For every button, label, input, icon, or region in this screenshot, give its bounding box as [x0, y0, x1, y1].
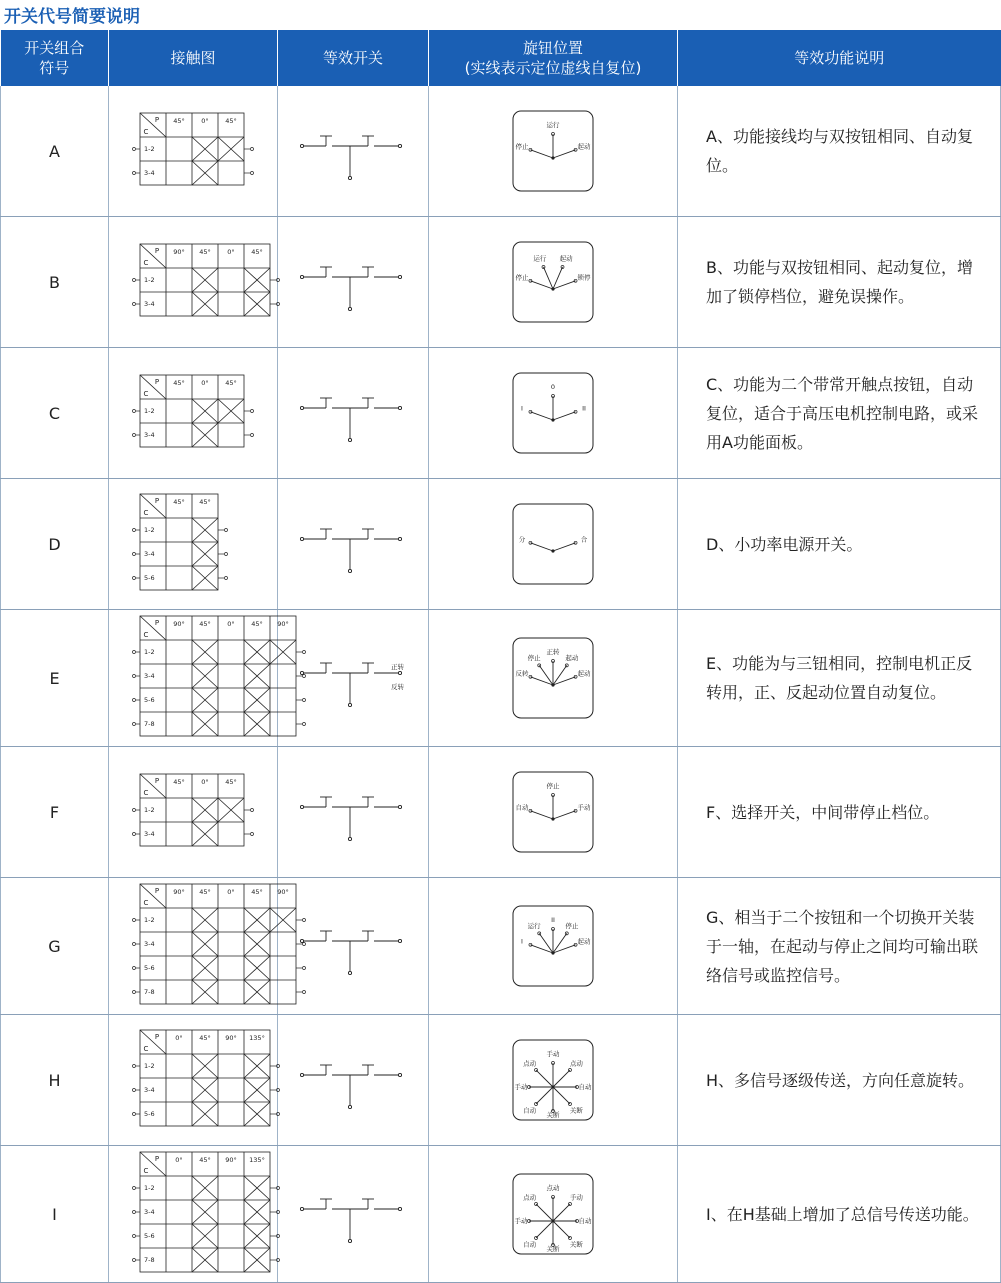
diagram-label: 90° [225, 1034, 237, 1042]
equivalent-switch-diagram [298, 1169, 408, 1259]
diagram-label: 0° [175, 1034, 183, 1042]
diagram-label: 1-2 [144, 276, 155, 284]
equivalent-switch-diagram [298, 368, 408, 458]
knob-label: II [551, 916, 555, 924]
knob-label: 自动 [523, 1106, 537, 1115]
diagram-label: 3-4 [144, 940, 155, 948]
diagram-label: 45° [225, 117, 237, 125]
diagram-label: 45° [199, 888, 211, 896]
diagram-label: P [154, 497, 160, 505]
knob-label: 自动 [578, 1217, 592, 1225]
knob-position-cell [429, 86, 678, 217]
header-switch: 等效开关 [278, 30, 429, 86]
table-row [1, 217, 1001, 348]
diagram-label: 5-6 [144, 1232, 155, 1240]
function-description [678, 1146, 1001, 1283]
diagram-label: 1-2 [144, 1062, 155, 1070]
description-text: H、多信号逐级传送，方向任意旋转。 [706, 1070, 975, 1090]
knob-label: 起动 [577, 669, 591, 678]
contact-diagram-cell [109, 747, 278, 878]
table-row [1, 1146, 1001, 1283]
table-row [1, 878, 1001, 1015]
diagram-label: P [154, 777, 160, 785]
contact-diagram-cell [109, 878, 289, 1015]
knob-label: I [521, 404, 523, 413]
description-text: A、功能接线均与双按钮相同、自动复位。 [706, 127, 973, 175]
knob-label: 手动 [546, 1050, 560, 1058]
function-description [678, 610, 1001, 747]
table-row [1, 86, 1001, 217]
contact-diagram-cell [109, 217, 278, 348]
switch-code: H [1, 1015, 109, 1146]
equivalent-switch-diagram [298, 106, 408, 196]
knob-label: 起动 [559, 254, 573, 263]
function-description [678, 747, 1001, 878]
knob-position-cell [429, 348, 678, 479]
equivalent-switch-diagram [298, 1035, 408, 1125]
knob-label: 点动 [523, 1193, 537, 1202]
contact-diagram-cell [109, 1146, 278, 1283]
diagram-label: 3-4 [144, 1208, 155, 1216]
diagram-label: C [143, 1167, 149, 1175]
knob-label: 关断 [546, 1245, 560, 1253]
diagram-label: 45° [251, 620, 263, 628]
diagram-label: 0° [227, 620, 235, 628]
knob-label: I [521, 937, 523, 946]
diagram-label: 1-2 [144, 526, 155, 534]
description-text: F、选择开关，中间带停止档位。 [706, 802, 940, 822]
equivalent-switch-cell [278, 610, 429, 747]
knob-diagram [512, 1173, 594, 1255]
diagram-label: 1-2 [144, 648, 155, 656]
equivalent-switch-cell [278, 217, 429, 348]
diagram-label: 1-2 [144, 407, 155, 415]
knob-label: 反转 [515, 669, 529, 678]
diagram-label: 135° [249, 1156, 265, 1164]
table-row [1, 1015, 1001, 1146]
knob-label: 点动 [569, 1059, 583, 1068]
knob-label: 起动 [577, 937, 591, 946]
function-description [678, 479, 1001, 610]
diagram-label: 7-8 [144, 988, 155, 996]
diagram-label: 90° [225, 1156, 237, 1164]
description-text: G、相当于二个按钮和一个切换开关装于一轴，在起动与停止之间均可输出联络信号或监控信号。 [706, 907, 979, 985]
diagram-label: C [143, 259, 149, 267]
equivalent-switch-cell [278, 878, 429, 1015]
contact-diagram-cell [109, 348, 278, 479]
equivalent-switch-cell [278, 1015, 429, 1146]
knob-diagram [512, 771, 594, 853]
knob-label: 关断 [546, 1111, 560, 1119]
diagram-label: C [143, 1045, 149, 1053]
diagram-label: 5-6 [144, 696, 155, 704]
knob-label: 运行 [527, 921, 541, 930]
diagram-label: 135° [249, 1034, 265, 1042]
knob-label: 停止 [515, 142, 529, 151]
diagram-label: 5-6 [144, 964, 155, 972]
equivalent-switch-diagram [298, 633, 408, 723]
equivalent-switch-diagram [298, 767, 408, 857]
equivalent-switch-cell [278, 86, 429, 217]
diagram-label: 1-2 [144, 806, 155, 814]
knob-diagram [512, 503, 594, 585]
switch-code: F [1, 747, 109, 878]
knob-label: 0 [550, 383, 556, 391]
diagram-label: 90° [173, 248, 185, 256]
switch-code: C [1, 348, 109, 479]
knob-label: 关断 [569, 1240, 583, 1249]
equivalent-switch-cell [278, 348, 429, 479]
diagram-label: 0° [201, 117, 209, 125]
switch-label: 正转 [391, 663, 404, 671]
switch-code: D [1, 479, 109, 610]
knob-label: 自动 [523, 1240, 537, 1249]
diagram-label: 0° [227, 248, 235, 256]
diagram-label: 90° [173, 888, 185, 896]
diagram-label: 7-8 [144, 720, 155, 728]
diagram-label: 1-2 [144, 1184, 155, 1192]
diagram-label: 1-2 [144, 916, 155, 924]
diagram-label: 45° [199, 498, 211, 506]
knob-diagram [512, 110, 594, 192]
equivalent-switch-diagram [298, 237, 408, 327]
knob-diagram [512, 1039, 594, 1121]
contact-diagram [118, 610, 289, 746]
switch-code: E [1, 610, 109, 747]
knob-label: 自动 [515, 803, 529, 812]
switch-label: 反转 [391, 683, 404, 691]
diagram-label: 45° [199, 620, 211, 628]
diagram-label: P [154, 619, 160, 627]
knob-label: 起动 [577, 142, 591, 151]
diagram-label: P [154, 1155, 160, 1163]
contact-diagram [118, 1146, 268, 1282]
switch-code: I [1, 1146, 109, 1283]
knob-label: 停止 [527, 653, 541, 662]
diagram-label: 45° [225, 379, 237, 387]
switch-code: G [1, 878, 109, 1015]
contact-diagram-cell [109, 610, 289, 747]
diagram-label: 1-2 [144, 145, 155, 153]
knob-label: 点动 [523, 1059, 537, 1068]
knob-label: 停止 [565, 921, 579, 930]
diagram-label: 0° [201, 778, 209, 786]
knob-label: 正转 [546, 648, 560, 656]
diagram-label: 90° [173, 620, 185, 628]
diagram-label: 0° [227, 888, 235, 896]
table-row [1, 479, 1001, 610]
knob-label: 手动 [569, 1193, 583, 1202]
header-function: 等效功能说明 [678, 30, 1001, 86]
diagram-label: 5-6 [144, 1110, 155, 1118]
knob-label: 手动 [514, 1217, 528, 1225]
knob-label: 运行 [533, 254, 547, 263]
equivalent-switch-cell [278, 479, 429, 610]
function-description [678, 348, 1001, 479]
contact-diagram-cell [109, 1015, 278, 1146]
knob-position-cell [429, 1146, 678, 1283]
diagram-label: 45° [199, 1156, 211, 1164]
diagram-label: 0° [201, 379, 209, 387]
knob-label: 停止 [515, 273, 529, 282]
knob-label: 起动 [565, 653, 579, 662]
diagram-label: 3-4 [144, 672, 155, 680]
knob-position-cell [429, 217, 678, 348]
equivalent-switch-diagram [298, 499, 408, 589]
knob-label: 锁停 [577, 273, 591, 282]
contact-diagram-cell [109, 479, 278, 610]
diagram-label: 7-8 [144, 1256, 155, 1264]
function-description [678, 217, 1001, 348]
diagram-label: P [154, 116, 160, 124]
description-text: I、在H基础上增加了总信号传送功能。 [706, 1204, 979, 1224]
diagram-label: 45° [173, 379, 185, 387]
knob-label: 运行 [546, 121, 560, 129]
diagram-label: C [143, 128, 149, 136]
diagram-label: 90° [277, 888, 289, 896]
knob-label: 合 [580, 535, 588, 544]
knob-position-cell [429, 1015, 678, 1146]
knob-label: 停止 [546, 782, 560, 790]
diagram-label: P [154, 887, 160, 895]
knob-diagram [512, 905, 594, 987]
switch-code: B [1, 217, 109, 348]
diagram-label: C [143, 789, 149, 797]
diagram-label: C [143, 631, 149, 639]
contact-diagram [118, 488, 268, 600]
diagram-label: P [154, 378, 160, 386]
header-contact: 接触图 [109, 30, 278, 86]
diagram-label: 45° [173, 498, 185, 506]
knob-position-cell [429, 479, 678, 610]
contact-diagram [118, 1024, 268, 1136]
diagram-label: C [143, 390, 149, 398]
switch-code-table [0, 30, 1001, 1283]
diagram-label: C [143, 899, 149, 907]
knob-diagram [512, 372, 594, 454]
equivalent-switch-diagram [298, 901, 408, 991]
diagram-label: 3-4 [144, 830, 155, 838]
description-text: C、功能为二个带常开触点按钮，自动复位，适合于高压电机控制电路，或采用A功能面板。 [706, 374, 979, 452]
table-row [1, 348, 1001, 479]
diagram-label: 0° [175, 1156, 183, 1164]
diagram-label: 45° [225, 778, 237, 786]
diagram-label: 45° [199, 248, 211, 256]
diagram-label: 45° [199, 1034, 211, 1042]
contact-diagram [118, 238, 268, 326]
header-code: 开关组合 符号 [1, 30, 109, 86]
description-text: E、功能为与三钮相同，控制电机正反转用，正、反起动位置自动复位。 [706, 654, 973, 702]
diagram-label: 3-4 [144, 1086, 155, 1094]
knob-label: 自动 [578, 1083, 592, 1091]
table-header [1, 30, 1001, 86]
knob-label: 分 [518, 535, 526, 544]
knob-position-cell [429, 747, 678, 878]
diagram-label: 3-4 [144, 550, 155, 558]
equivalent-switch-cell [278, 1146, 429, 1283]
function-description [678, 86, 1001, 217]
knob-diagram [512, 637, 594, 719]
knob-diagram [512, 241, 594, 323]
knob-label: 关断 [569, 1106, 583, 1115]
equivalent-switch-cell [278, 747, 429, 878]
contact-diagram-cell [109, 86, 278, 217]
contact-diagram [118, 878, 289, 1014]
diagram-label: P [154, 1033, 160, 1041]
page-title: 开关代号简要说明 [4, 7, 140, 27]
diagram-label: 90° [277, 620, 289, 628]
table-row [1, 610, 1001, 747]
contact-diagram [118, 369, 268, 457]
diagram-label: P [154, 247, 160, 255]
header-knob: 旋钮位置 (实线表示定位虚线自复位) [429, 30, 678, 86]
knob-label: 手动 [577, 803, 591, 812]
table-row [1, 747, 1001, 878]
diagram-label: 3-4 [144, 300, 155, 308]
description-text: B、功能与双按钮相同、起动复位，增加了锁停档位，避免误操作。 [706, 258, 973, 306]
switch-code: A [1, 86, 109, 217]
knob-label: 手动 [514, 1083, 528, 1091]
diagram-label: 45° [251, 888, 263, 896]
knob-position-cell [429, 878, 678, 1015]
contact-diagram [118, 107, 268, 195]
diagram-label: 5-6 [144, 574, 155, 582]
diagram-label: 45° [173, 117, 185, 125]
knob-label: 点动 [546, 1184, 560, 1192]
diagram-label: 45° [173, 778, 185, 786]
knob-label: II [582, 404, 586, 413]
contact-diagram [118, 768, 268, 856]
function-description [678, 1015, 1001, 1146]
description-text: D、小功率电源开关。 [706, 534, 863, 554]
diagram-label: 45° [251, 248, 263, 256]
diagram-label: 3-4 [144, 431, 155, 439]
function-description [678, 878, 1001, 1015]
diagram-label: C [143, 509, 149, 517]
diagram-label: 3-4 [144, 169, 155, 177]
knob-position-cell [429, 610, 678, 747]
